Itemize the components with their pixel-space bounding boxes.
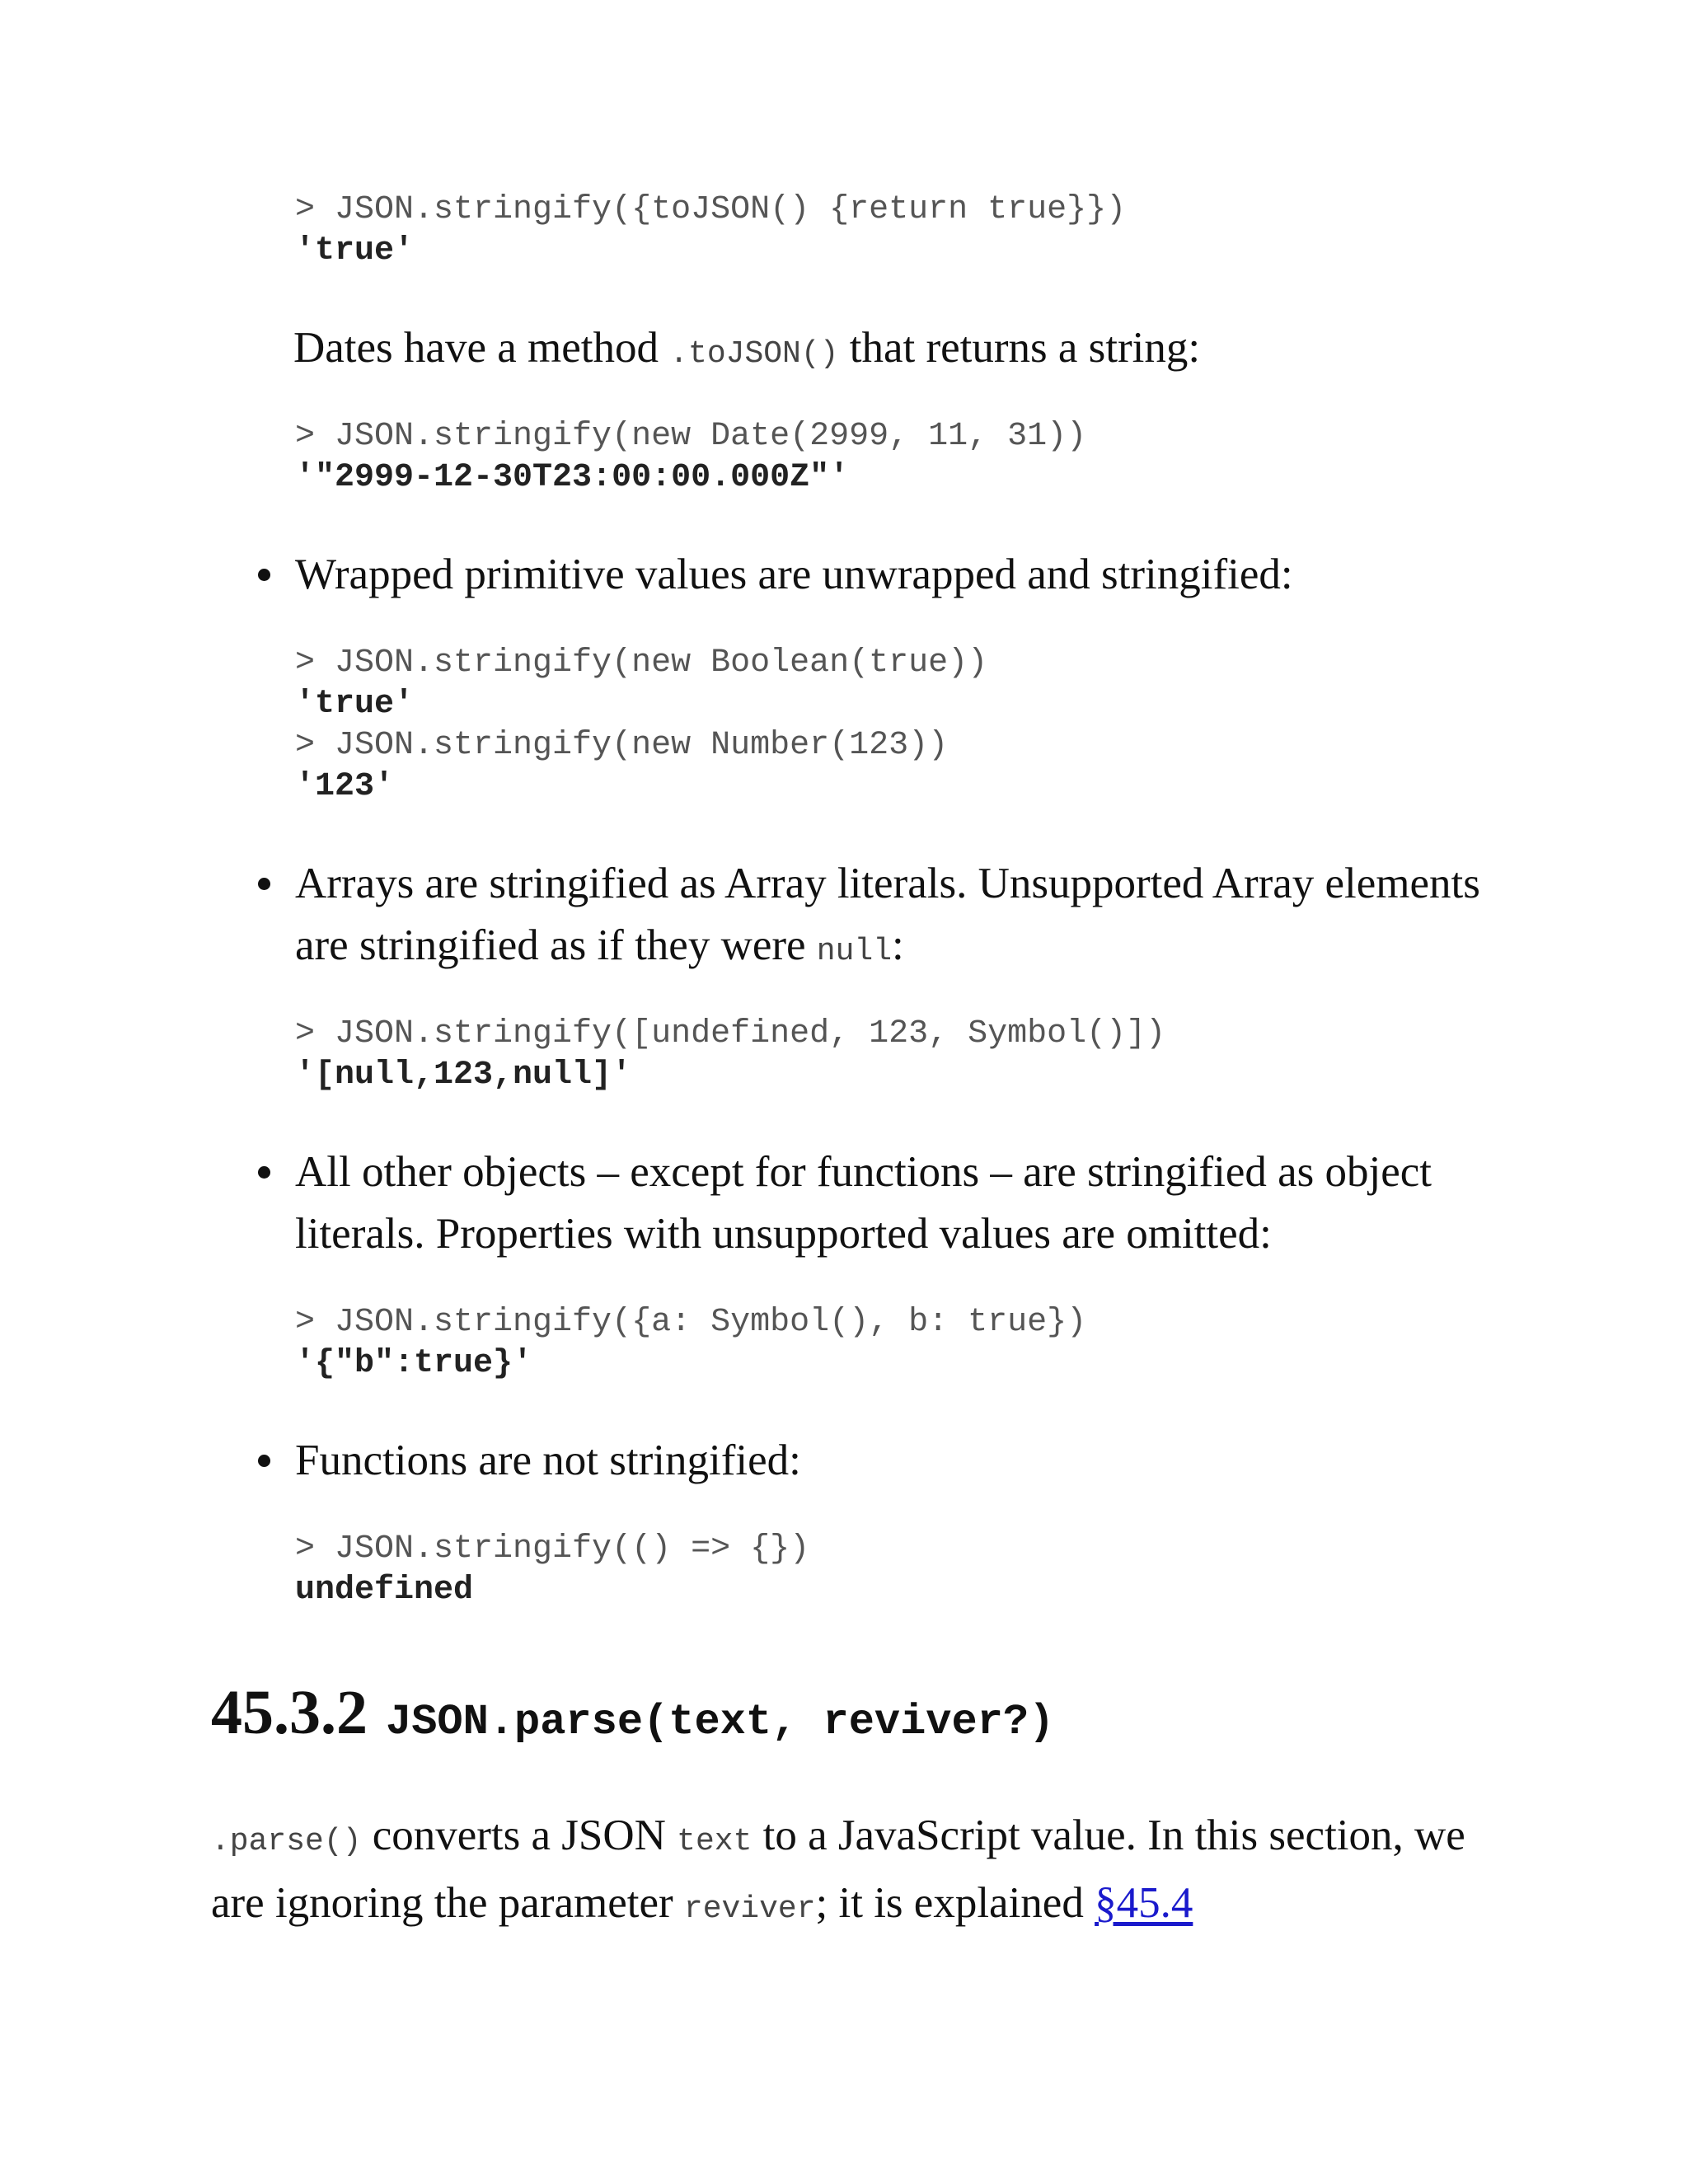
code-input: > JSON.stringify(() => {}) [295, 1530, 810, 1568]
inline-code: text [677, 1824, 753, 1859]
code-output: undefined [295, 1572, 474, 1609]
code-input: > JSON.stringify({a: Symbol(), b: true}) [295, 1304, 1087, 1341]
section-title: JSON.parse(text, reviver?) [386, 1698, 1055, 1746]
paragraph-text: that returns a string: [838, 324, 1201, 372]
code-output: '"2999-12-30T23:00:00.000Z"' [295, 459, 850, 496]
paragraph-text: Dates have a method [293, 324, 670, 372]
section-link-45-4[interactable]: §45.4 [1095, 1879, 1193, 1927]
code-input: > JSON.stringify([undefined, 123, Symbol()]) [295, 1015, 1166, 1052]
bullet-text: Functions are not stringified: [295, 1436, 801, 1484]
code-output: 'true' [295, 232, 415, 269]
inline-code: reviver [683, 1891, 816, 1927]
code-input: > JSON.stringify(new Number(123)) [295, 727, 949, 764]
section-heading [211, 1677, 1054, 1749]
code-block-objects [295, 1302, 1086, 1385]
inline-code: .parse() [211, 1824, 362, 1859]
bullet-objects [295, 1141, 1490, 1265]
bullet-text: : [892, 921, 904, 969]
code-block-tojson [295, 190, 1126, 272]
code-output: '{"b":true}' [295, 1345, 533, 1382]
paragraph-text: to a JavaScript value. In this section, we are ignoring the parameter [211, 1811, 1465, 1927]
section-number: 45.3.2 [211, 1678, 368, 1747]
code-block-wrapped [295, 643, 987, 808]
dates-paragraph [293, 317, 1200, 385]
code-block-functions [295, 1529, 809, 1611]
bullet-text: All other objects – except for functions – are stringified as object literals. Properties with unsupported values are omitted: [295, 1148, 1432, 1258]
code-output: '123' [295, 768, 395, 805]
bullet-text: Wrapped primitive values are unwrapped and stringified: [295, 551, 1293, 598]
code-input: > JSON.stringify(new Date(2999, 11, 31)) [295, 418, 1087, 455]
bullet-wrapped-primitives [295, 544, 1490, 606]
parse-paragraph [211, 1805, 1497, 1940]
code-block-arrays [295, 1014, 1165, 1096]
code-input: > JSON.stringify({toJSON() {return true}}) [295, 191, 1127, 228]
code-input: > JSON.stringify(new Boolean(true)) [295, 644, 988, 682]
paragraph-text: ; it is explained [815, 1879, 1095, 1927]
code-block-date [295, 416, 1086, 499]
inline-code: null [816, 934, 893, 969]
paragraph-text: converts a JSON [361, 1811, 678, 1859]
bullet-text: Arrays are stringified as Array literals. Unsupported Array elements are stringified as if they were [295, 860, 1480, 969]
code-output: '[null,123,null]' [295, 1057, 632, 1094]
inline-code: .toJSON() [669, 336, 839, 372]
bullet-arrays [295, 853, 1490, 982]
code-output: 'true' [295, 686, 415, 723]
bullet-functions [295, 1430, 1490, 1492]
